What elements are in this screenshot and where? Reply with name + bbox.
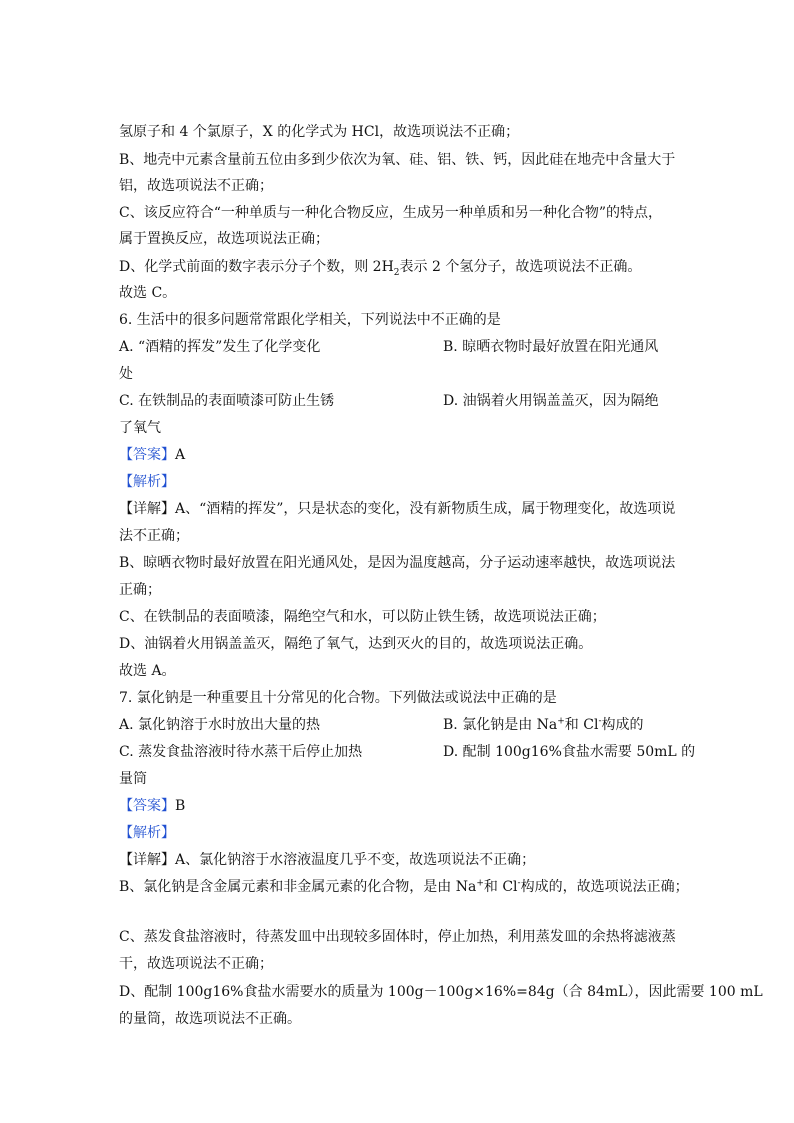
answer-value: B [175,798,186,814]
text-line: C、该反应符合“一种单质与一种化合物反应，生成另一种单质和另一种化合物”的特点， [119,205,663,221]
text-line: B、地壳中元素含量前五位由多到少依次为氧、硅、铝、铁、钙，因此硅在地壳中含量大于 [119,152,676,168]
analysis-label: 【解析】 [119,825,175,841]
text-segment: A、氯化钠溶于水溶液温度几乎不变，故选项说法不正确； [175,852,536,868]
text-line: 的量筒，故选项说法不正确。 [119,1011,301,1027]
answer-tag: 【答案】 [119,798,175,814]
text-line: 法不正确； [119,528,189,544]
superscript: - [598,716,602,727]
text-line [119,258,679,276]
option-b [443,716,643,734]
answer-line [119,446,679,464]
option-b: B. 晾晒衣物时最好放置在阳光通风 [443,339,659,355]
text-segment: B. 氯化钠是由 Na [443,717,558,733]
text-line: 干，故选项说法不正确； [119,956,273,972]
detail-line [119,500,679,518]
option-d-wrap: 了氧气 [119,420,161,436]
text-line: 正确； [119,582,161,598]
text-segment: D、化学式前面的数字表示分子个数，则 2H [119,259,394,275]
question-stem: 7. 氯化钠是一种重要且十分常见的化合物。下列做法或说法中正确的是 [119,690,557,706]
text-line: 故选 A。 [119,663,176,679]
superscript: - [517,878,521,889]
answer-value: A [175,447,186,463]
option-b-wrap: 处 [119,366,133,382]
analysis-tag [119,473,679,491]
text-segment: B、氯化钠是含金属元素和非金属元素的化合物，是由 Na [119,879,477,895]
detail-line [119,851,679,869]
detail-tag: 【详解】 [119,501,175,517]
superscript: + [476,878,484,889]
option-a: A. 氯化钠溶于水时放出大量的热 [119,717,321,733]
answer-tag: 【答案】 [119,447,175,463]
option-c: C. 蒸发食盐溶液时待水蒸干后停止加热 [119,744,363,760]
answer-line [119,797,679,815]
superscript: + [557,716,565,727]
text-line [119,878,689,896]
option-c: C. 在铁制品的表面喷漆可防止生锈 [119,393,335,409]
text-segment: 和 Cl [483,879,518,895]
text-line: C、蒸发食盐溶液时，待蒸发皿中出现较多固体时，停止加热，利用蒸发皿的余热将滤液蒸 [119,929,676,945]
analysis-tag [119,824,679,842]
text-line: 氢原子和 4 个氯原子，X 的化学式为 HCl，故选项说法不正确； [119,124,520,140]
option-d-wrap: 量筒 [119,771,147,787]
text-line: 故选 C。 [119,285,177,301]
text-line: D、油锅着火用锅盖盖灭，隔绝了氧气，达到灭火的目的，故选项说法正确。 [119,636,593,652]
text-line: B、晾晒衣物时最好放置在阳光通风处，是因为温度越高，分子运动速率越快，故选项说法 [119,555,676,571]
question-stem: 6. 生活中的很多问题常常跟化学相关，下列说法中不正确的是 [119,312,501,328]
text-segment: 表示 2 个氢分子，故选项说法不正确。 [399,259,642,275]
subscript: 2 [393,267,400,278]
analysis-label: 【解析】 [119,474,175,490]
text-line: 属于置换反应，故选项说法正确； [119,231,329,247]
detail-tag: 【详解】 [119,852,175,868]
option-a: A. “酒精的挥发”发生了化学变化 [119,339,321,355]
text-line: 铝，故选项说法不正确； [119,178,273,194]
text-line: C、在铁制品的表面喷漆，隔绝空气和水，可以防止铁生锈，故选项说法正确； [119,609,606,625]
text-segment: 和 Cl [564,717,599,733]
option-d: D. 油锅着火用锅盖盖灭，因为隔绝 [443,393,659,409]
text-line: D、配制 100g16%食盐水需要水的质量为 100g－100g×16%=84g（合 84mL），因此需要 100 mL [119,984,763,1000]
text-segment: 构成的，故选项说法正确； [520,879,689,895]
text-segment: 构成的 [601,717,644,733]
option-d: D. 配制 100g16%食盐水需要 50mL 的 [443,744,696,760]
text-segment: A、“酒精的挥发”，只是状态的变化，没有新物质生成，属于物理变化，故选项说 [175,501,676,517]
